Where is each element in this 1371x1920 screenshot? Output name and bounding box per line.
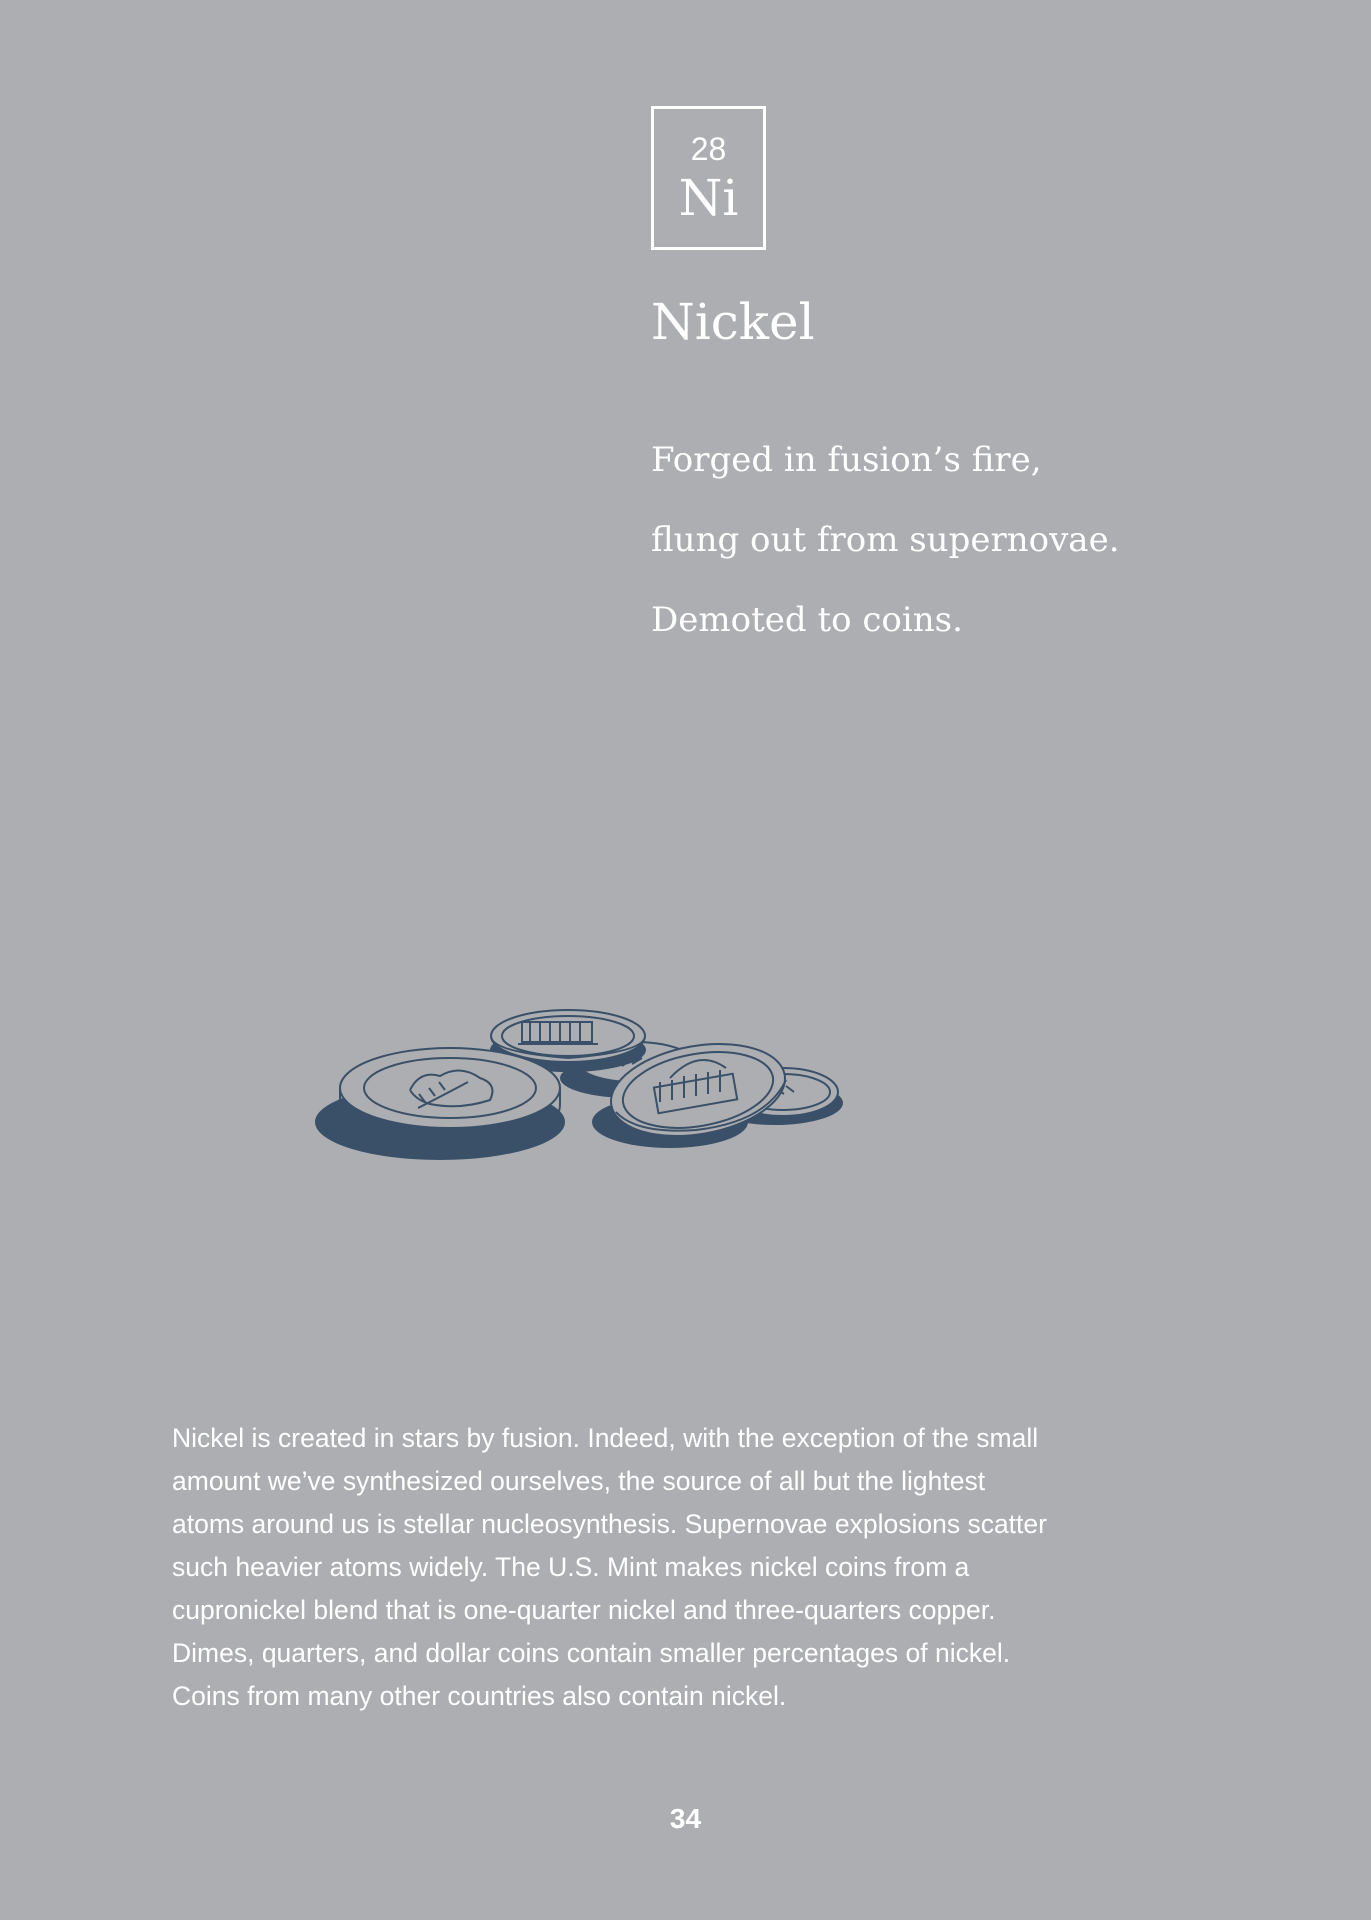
haiku bbox=[651, 430, 1251, 670]
body-line: amount we’ve synthesized ourselves, the source of all but the lightest bbox=[172, 1466, 986, 1496]
atomic-number: 28 bbox=[690, 131, 727, 167]
element-name: Nickel bbox=[651, 293, 815, 351]
element-tile bbox=[651, 106, 766, 250]
body-text bbox=[172, 1417, 1182, 1718]
page-number: 34 bbox=[669, 1803, 702, 1834]
haiku-line: Forged in fusion’s fire, bbox=[651, 440, 1042, 480]
coins-illustration bbox=[300, 980, 860, 1180]
coins-icon bbox=[300, 980, 860, 1180]
body-line: Coins from many other countries also contain nickel. bbox=[172, 1681, 787, 1711]
body-line: such heavier atoms widely. The U.S. Mint makes nickel coins from a bbox=[172, 1552, 970, 1582]
haiku-line: Demoted to coins. bbox=[651, 600, 963, 640]
element-symbol: Ni bbox=[678, 169, 739, 227]
body-line: Dimes, quarters, and dollar coins contain smaller percentages of nickel. bbox=[172, 1638, 1011, 1668]
body-line: cupronickel blend that is one-quarter nickel and three-quarters copper. bbox=[172, 1595, 996, 1625]
body-line: Nickel is created in stars by fusion. Indeed, with the exception of the small bbox=[172, 1423, 1039, 1453]
haiku-line: flung out from supernovae. bbox=[651, 520, 1120, 560]
body-line: atoms around us is stellar nucleosynthesis. Supernovae explosions scatter bbox=[172, 1509, 1047, 1539]
